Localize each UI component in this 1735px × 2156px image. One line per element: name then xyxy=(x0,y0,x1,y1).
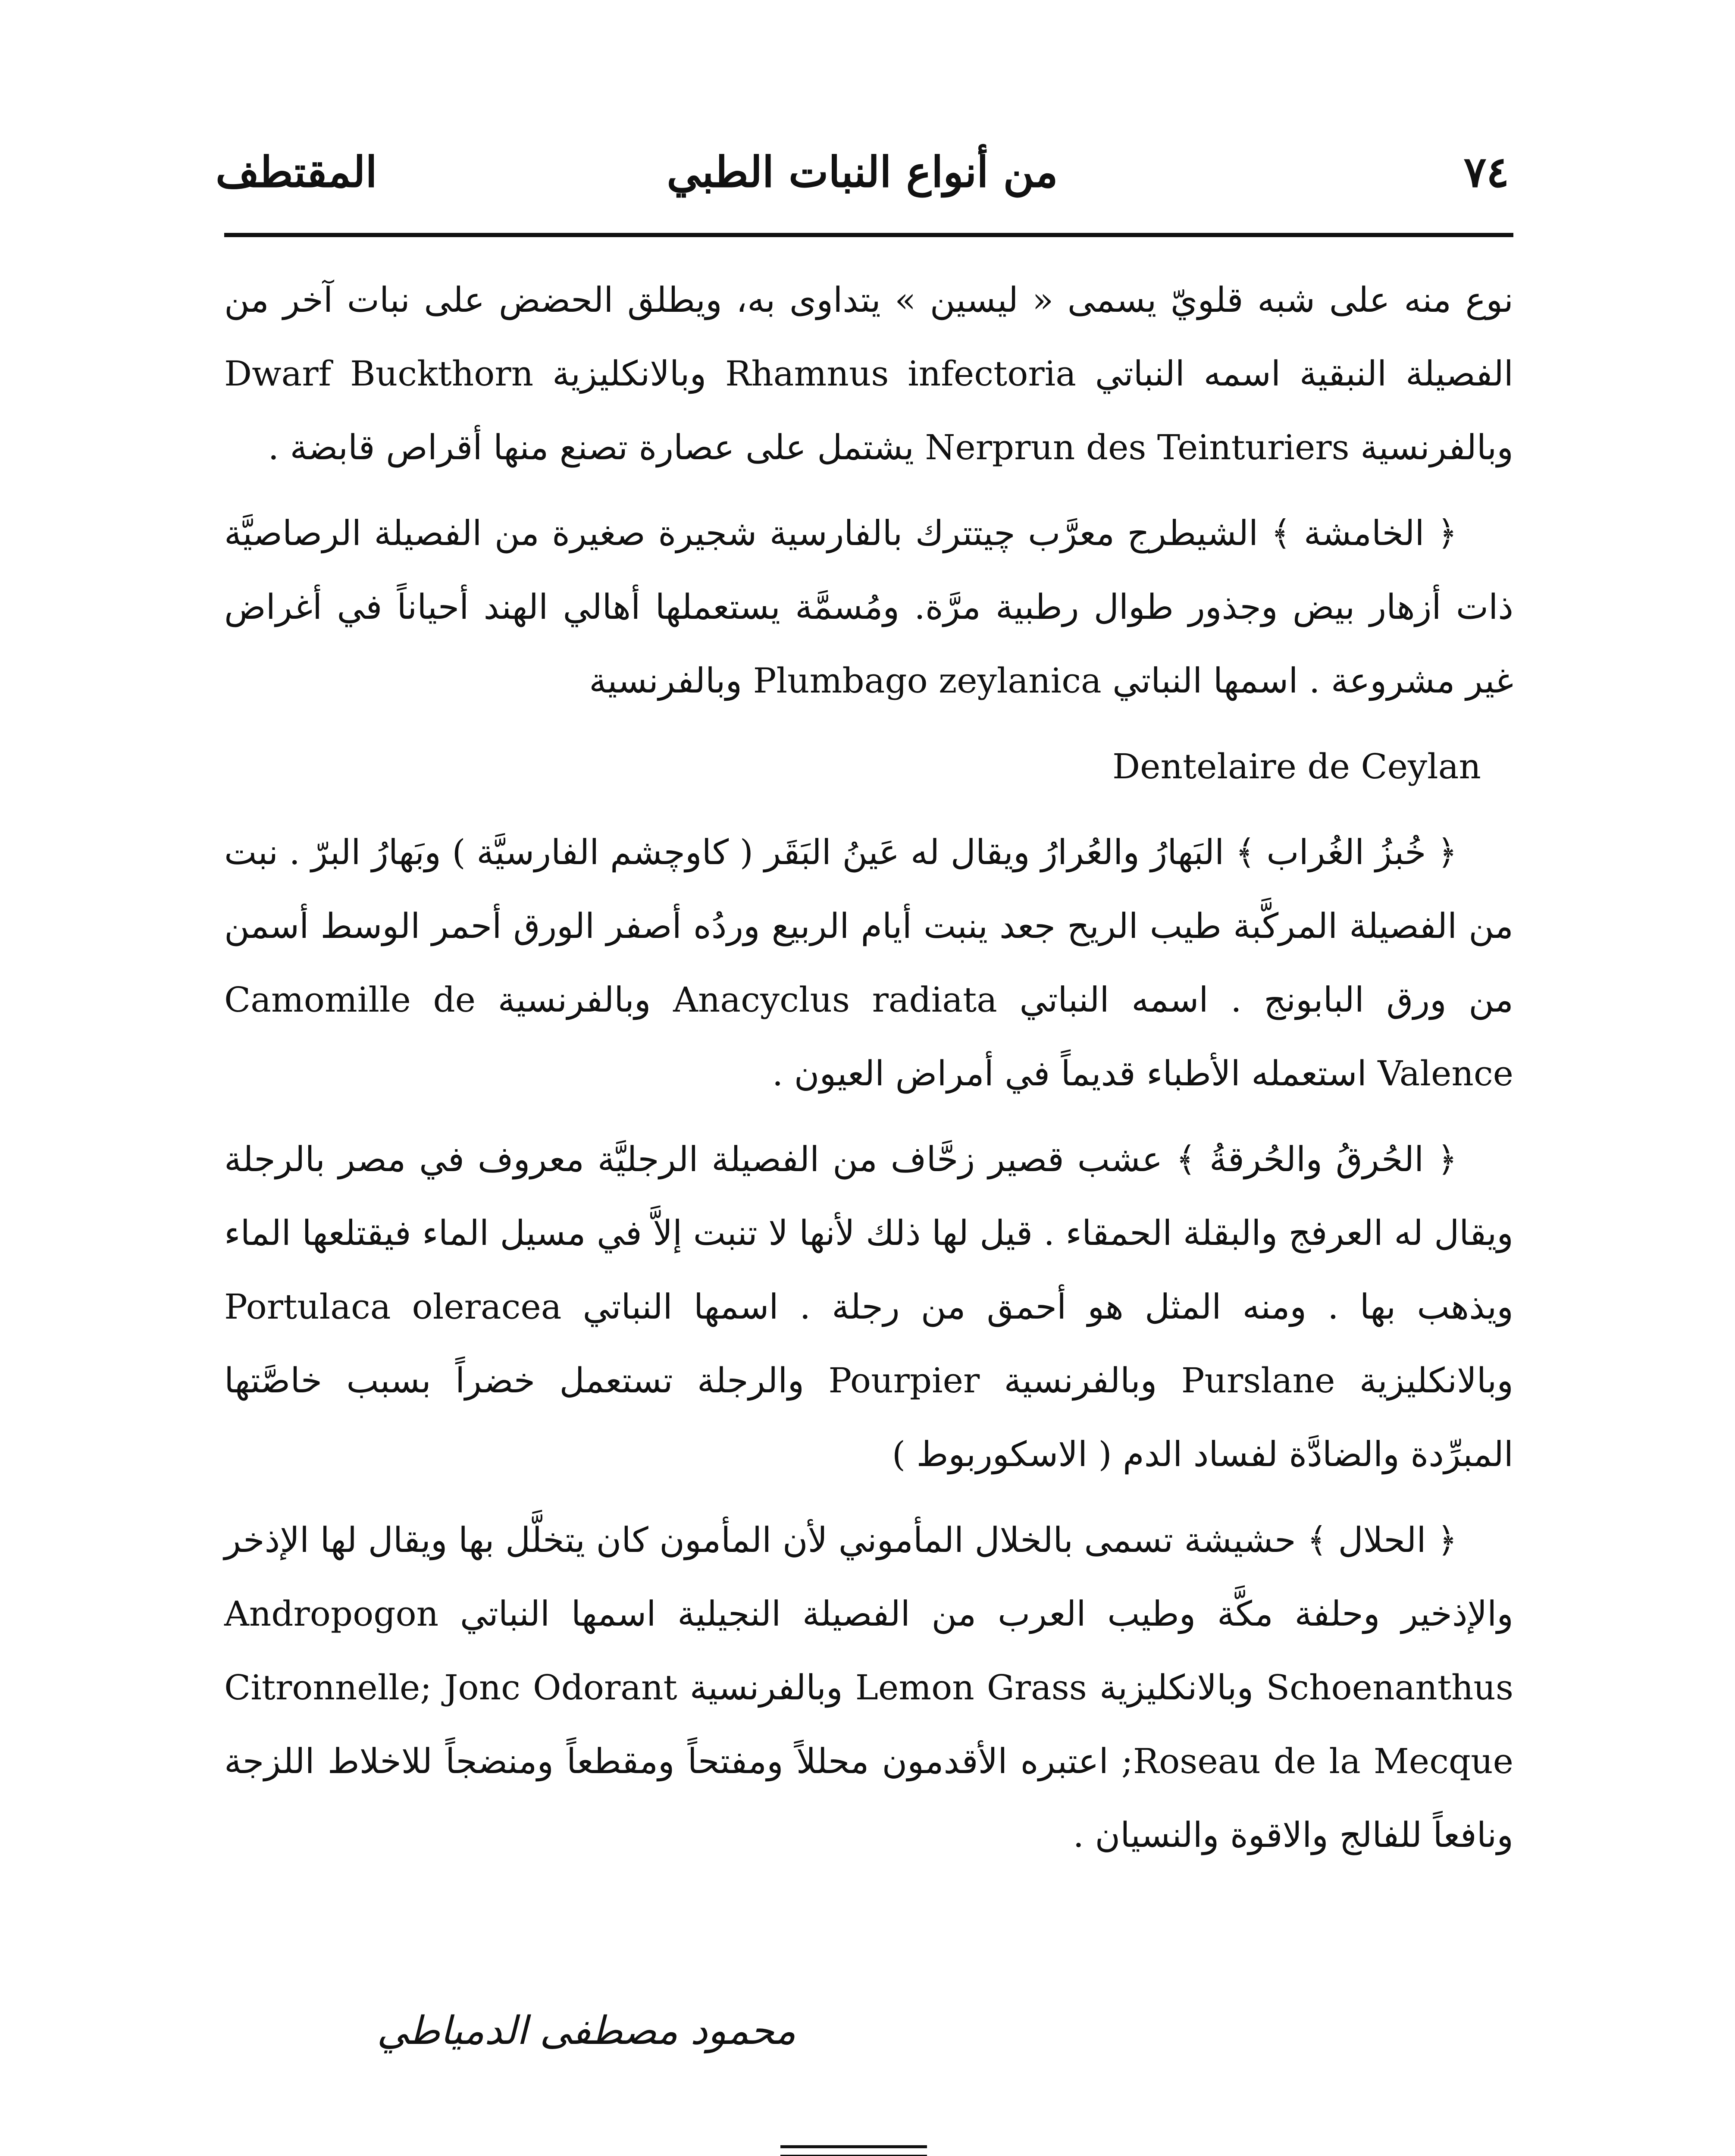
running-title: من أنواع النبات الطبي xyxy=(667,147,1058,197)
paragraph-plumbago-french-name: Dentelaire de Ceylan xyxy=(1112,746,1481,787)
paragraph-dwarf-buckthorn: نوع منه على شبه قلويّ يسمى « ليسين » يتداوى به، ويطلق الحضض على نبات آخر من الفصيلة النبقية اسمه النباتي Rhamnus infectoria وبالانكليزية Dwarf Buckthorn وبالفرنسية Nerprun des Teinturiers يشتمل على عصارة تصنع منها أقراص قابضة . xyxy=(224,280,1513,467)
author-signature: محمود مصطفى الدمياطي xyxy=(377,2008,796,2053)
page-number: ٧٤ xyxy=(1463,147,1509,197)
paragraph-anacyclus: ﴿ خُبزُ الغُراب ﴾ البَهارُ والعُرارُ ويقال له عَينُ البَقَر ( كاوچشم الفارسيَّة ) وبَهارُ البرّ . نبت من الفصيلة المركَّبة طيب الريح جعد ينبت أيام الربيع وردُه أصفر الورق أحمر الوسط أسمن من ورق البابونج . اسمه النباتي Anacyclus radiata وبالفرنسية Camomille de Valence استعمله الأطباء قديماً في أمراض العيون . xyxy=(224,832,1514,1094)
paragraph-plumbago: ﴿ الخامشة ﴾ الشيطرج معرَّب چيتترك بالفارسية شجيرة صغيرة من الفصيلة الرصاصيَّة ذات أزهار بيض وجذور طوال رطبية مرَّة. ومُسمَّة يستعملها أهالي الهند أحياناً في أغراض غير مشروعة . اسمها النباتي Plumbago zeylanica وبالفرنسية xyxy=(224,513,1513,701)
paragraph-andropogon: ﴿ الحلال ﴾ حشيشة تسمى بالخلال المأموني لأن المأمون كان يتخلَّل بها ويقال لها الإذخر والإذخير وحلفة مكَّة وطيب العرب من الفصيلة النجيلية اسمها النباتي Andropogon Schoenanthus وبالانكليزية Lemon Grass وبالفرنسية Citronnelle; Jonc Odorant Roseau de la Mecque; اعتبره الأقدمون محللاً ومفتحاً ومقطعاً ومنضجاً للاخلاط اللزجة ونافعاً للفالج والاقوة والنسيان . xyxy=(224,1520,1514,1855)
end-rule-top xyxy=(780,2145,927,2148)
running-header xyxy=(216,129,1509,224)
article-body xyxy=(224,263,1513,1884)
header-divider xyxy=(224,233,1513,237)
journal-name: المقتطف xyxy=(216,147,377,197)
paragraph-portulaca: ﴿ الحُرقُ والحُرقةُ ﴾ عشب قصير زحَّاف من الفصيلة الرجليَّة معروف في مصر بالرجلة ويقال له العرفج والبقلة الحمقاء . قيل لها ذلك لأنها لا تنبت إلاَّ في مسيل الماء فيقتلعها الماء ويذهب بها . ومنه المثل هو أحمق من رجلة . اسمها النباتي Portulaca oleracea وبالانكليزية Purslane وبالفرنسية Pourpier والرجلة تستعمل خضراً بسبب خاصَّتها المبرِّدة والضادَّة لفساد الدم ( الاسكوربوط ) xyxy=(224,1139,1514,1474)
